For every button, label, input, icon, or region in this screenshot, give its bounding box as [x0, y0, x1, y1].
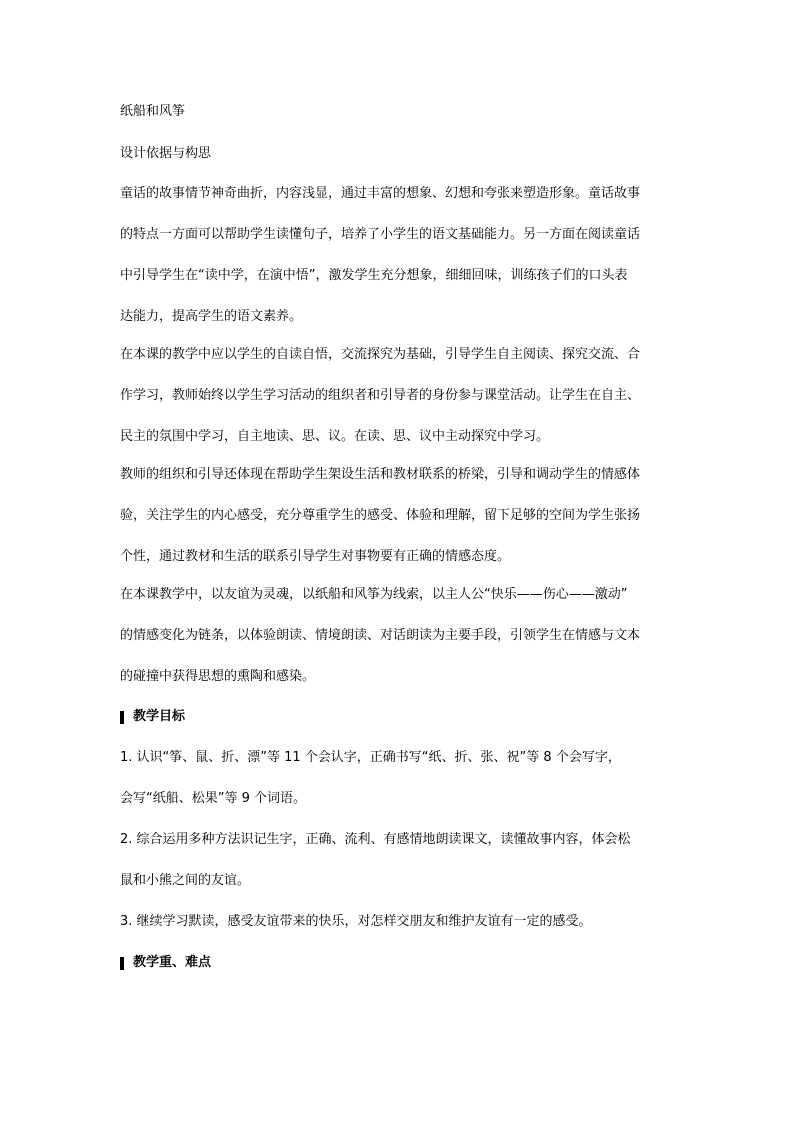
heading-marker-bar: [120, 957, 124, 970]
document-page: [120, 104, 680, 971]
paragraph-line: 验，关注学生的内心感受，充分尊重学生的感受、体验和理解，留下足够的空间为学生张扬: [120, 508, 641, 523]
goal-1: [120, 750, 680, 807]
heading-key-difficult-points: [120, 955, 680, 971]
paragraph-1: [120, 186, 680, 325]
goal-2: [120, 832, 680, 889]
heading-label: 教学重、难点: [133, 955, 212, 970]
paragraph-line: 在本课教学中，以友谊为灵魂，以纸船和风筝为线索，以主人公“快乐——伤心——激动”: [120, 587, 628, 602]
paragraph-line: 个性，通过教材和生活的联系引导学生对事物要有正确的情感态度。: [120, 549, 511, 564]
paragraph-line: 教师的组织和引导还体现在帮助学生架设生活和教材联系的桥梁，引导和调动学生的情感体: [120, 467, 641, 482]
document-title: 纸船和风筝: [120, 104, 186, 119]
goal-line: 鼠和小熊之间的友谊。: [120, 873, 251, 888]
paragraph-2: [120, 347, 680, 445]
goal-line: 2. 综合运用多种方法识记生字，正确、流利、有感情地朗读课文，读懂故事内容，体会松: [120, 832, 631, 847]
paragraph-4: [120, 587, 680, 685]
paragraph-line: 民主的氛围中学习，自主地读、思、议。在读、思、议中主动探究中学习。: [120, 429, 550, 444]
heading-label: 教学目标: [133, 709, 186, 724]
paragraph-line: 中引导学生在“读中学，在演中悟”，激发学生充分想象，细细回味，训练孩子们的口头表: [120, 268, 628, 283]
paragraph-line: 童话的故事情节神奇曲折，内容浅显，通过丰富的想象、幻想和夸张来塑造形象。童话故事: [120, 186, 641, 201]
goal-line: 1. 认识“筝、鼠、折、漂”等 11 个会认字，正确书写“纸、折、张、祝”等 8 个会写字，: [120, 750, 621, 765]
paragraph-line: 作学习，教师始终以学生学习活动的组织者和引导者的身份参与课堂活动。让学生在自主、: [120, 388, 641, 403]
paragraph-line: 的情感变化为链条，以体验朗读、情境朗读、对话朗读为主要手段，引领学生在情感与文本: [120, 628, 641, 643]
heading-teaching-goals: [120, 709, 680, 725]
paragraph-line: 达能力，提高学生的语文素养。: [120, 309, 303, 324]
section-subtitle: 设计依据与构思: [120, 146, 212, 161]
paragraph-line: 的特点一方面可以帮助学生读懂句子，培养了小学生的语文基础能力。另一方面在阅读童话: [120, 227, 641, 242]
paragraph-line: 的碰撞中获得思想的熏陶和感染。: [120, 669, 316, 684]
goal-line: 会写“纸船、松果”等 9 个词语。: [120, 791, 307, 806]
paragraph-line: 在本课的教学中应以学生的自读自悟，交流探究为基础，引导学生自主阅读、探究交流、合: [120, 347, 641, 362]
goal-3: 3. 继续学习默读，感受友谊带来的快乐，对怎样交朋友和维护友谊有一定的感受。: [120, 914, 592, 929]
heading-marker-bar: [120, 711, 124, 724]
paragraph-3: [120, 467, 680, 565]
